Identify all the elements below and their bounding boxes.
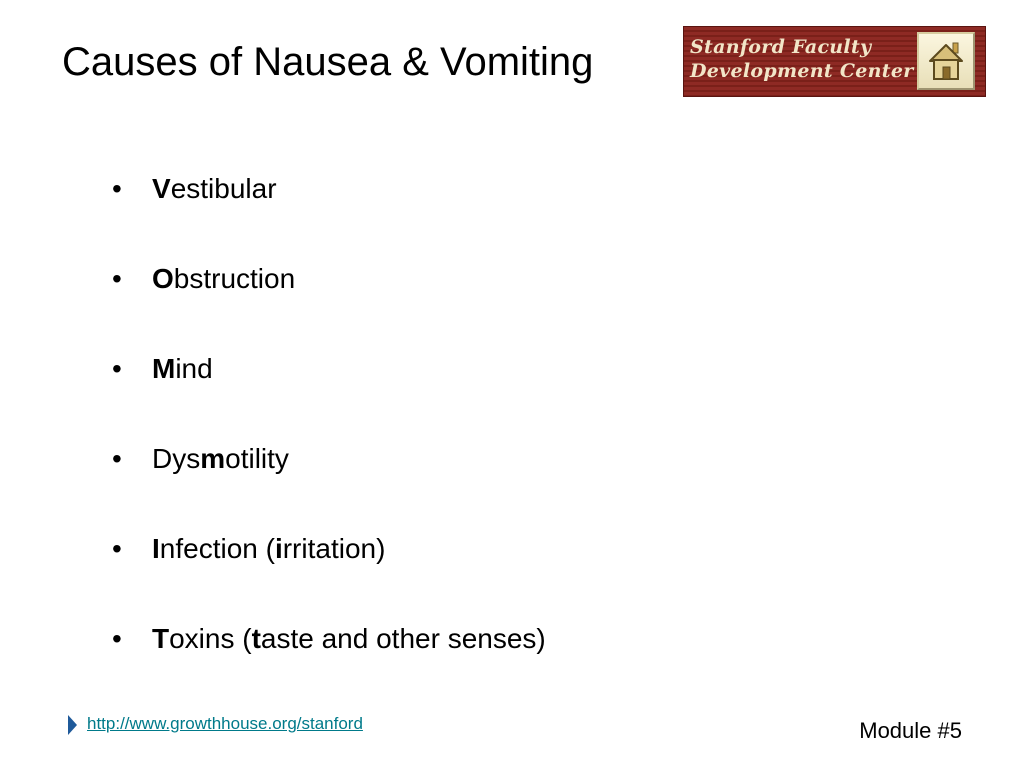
logo-line-1: Stanford Faculty (690, 36, 872, 58)
home-icon (926, 40, 966, 82)
bullet-initial: T (152, 623, 170, 654)
bullet-initial-2: i (274, 533, 283, 564)
module-number: Module #5 (859, 718, 962, 743)
stanford-faculty-logo (683, 26, 986, 97)
bullet-initial: O (152, 263, 174, 294)
logo-line-2: Development Center (690, 60, 914, 82)
bullet-rest: nfection ( (159, 533, 275, 564)
slide-title: Causes of Nausea & Vomiting (62, 40, 594, 84)
bullet-rest: estibular (170, 173, 277, 204)
bullet-rest: oxins ( (169, 623, 252, 654)
bullet-rest-2: aste and other senses) (260, 623, 546, 654)
bullet-text-mind (152, 348, 213, 390)
bullet-symbol: • (112, 443, 122, 474)
bullet-text-obstruction (152, 258, 295, 300)
bullet-initial-2: t (251, 623, 261, 654)
bullet-initial: m (200, 443, 226, 474)
bullet-symbol: • (112, 263, 122, 294)
bullet-symbol: • (112, 623, 122, 654)
bullet-text-toxins (152, 618, 546, 660)
bullet-text-dysmotility (152, 438, 289, 480)
bullet-text-vestibular (152, 168, 277, 210)
bullet-rest: ind (175, 353, 213, 384)
arrow-right-icon (68, 715, 77, 735)
bullet-rest: otility (225, 443, 289, 474)
bullet-text-infection (152, 528, 385, 570)
growthhouse-link[interactable]: http://www.growthhouse.org/stanford (87, 714, 363, 733)
logo-text (690, 35, 914, 83)
bullet-initial: M (152, 353, 176, 384)
bullet-symbol: • (112, 533, 122, 564)
bullet-rest-2: rritation) (282, 533, 386, 564)
bullet-symbol: • (112, 173, 122, 204)
bullet-prefix: Dys (152, 443, 201, 474)
home-button[interactable] (917, 32, 975, 90)
bullet-rest: bstruction (173, 263, 296, 294)
bullet-initial: V (152, 173, 171, 204)
bullet-symbol: • (112, 353, 122, 384)
bullet-initial: I (152, 533, 160, 564)
